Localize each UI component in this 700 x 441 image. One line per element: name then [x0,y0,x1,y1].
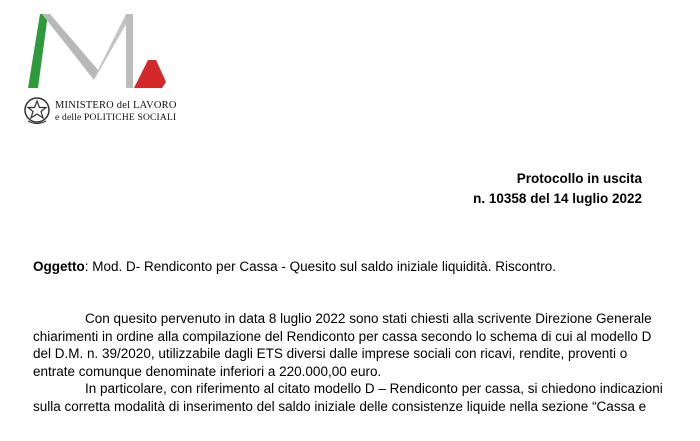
p1-line-2: chiarimenti in ordine alla compilazione del Rendiconto per cassa secondo lo schema di cui al modello D [33,328,652,344]
republic-emblem-icon [22,95,52,127]
ministry-line2: e delle POLITICHE SOCIALI [55,113,177,123]
protocol-number: n. 10358 del 14 luglio 2022 [473,191,642,206]
subject-label: Oggetto [33,259,85,274]
ministry-logo [26,10,176,90]
paragraph-1 [33,310,673,380]
subject-text: : Mod. D- Rendiconto per Cassa - Quesito sul saldo iniziale liquidità. Riscontro. [84,259,556,274]
p2-line-1: In particolare, con riferimento al citato modello D – Rendiconto per cassa, si chiedono indicazioni [85,381,663,396]
p1-line-3: del D.M. n. 39/2020, utilizzabile dagli ETS diversi dalle imprese sociali con ricavi, rendite, proventi o [33,346,628,361]
ministry-name [55,99,177,125]
p1-line-1: Con quesito pervenuto in data 8 luglio 2022 sono stati chiesti alla scrivente Direzione Generale [85,311,652,326]
logo-red-foot [134,60,166,88]
letter-body [33,310,673,415]
logo-grey-stem [126,14,133,88]
logo-green-stroke [28,14,48,88]
p2-line-2: sulla corretta modalità di inserimento del saldo iniziale delle consistenze liquide nella sezione “Cassa e [33,398,647,414]
protocol-block [473,169,642,209]
protocol-label: Protocollo in uscita [516,171,642,186]
p1-line-4: entrate comunque denominate inferiori a 220.000,00 euro. [33,363,382,379]
ministry-line1: MINISTERO del LAVORO [55,100,177,111]
paragraph-2 [33,380,673,415]
logo-grey-diagonal [42,14,98,80]
subject-line [33,259,556,274]
